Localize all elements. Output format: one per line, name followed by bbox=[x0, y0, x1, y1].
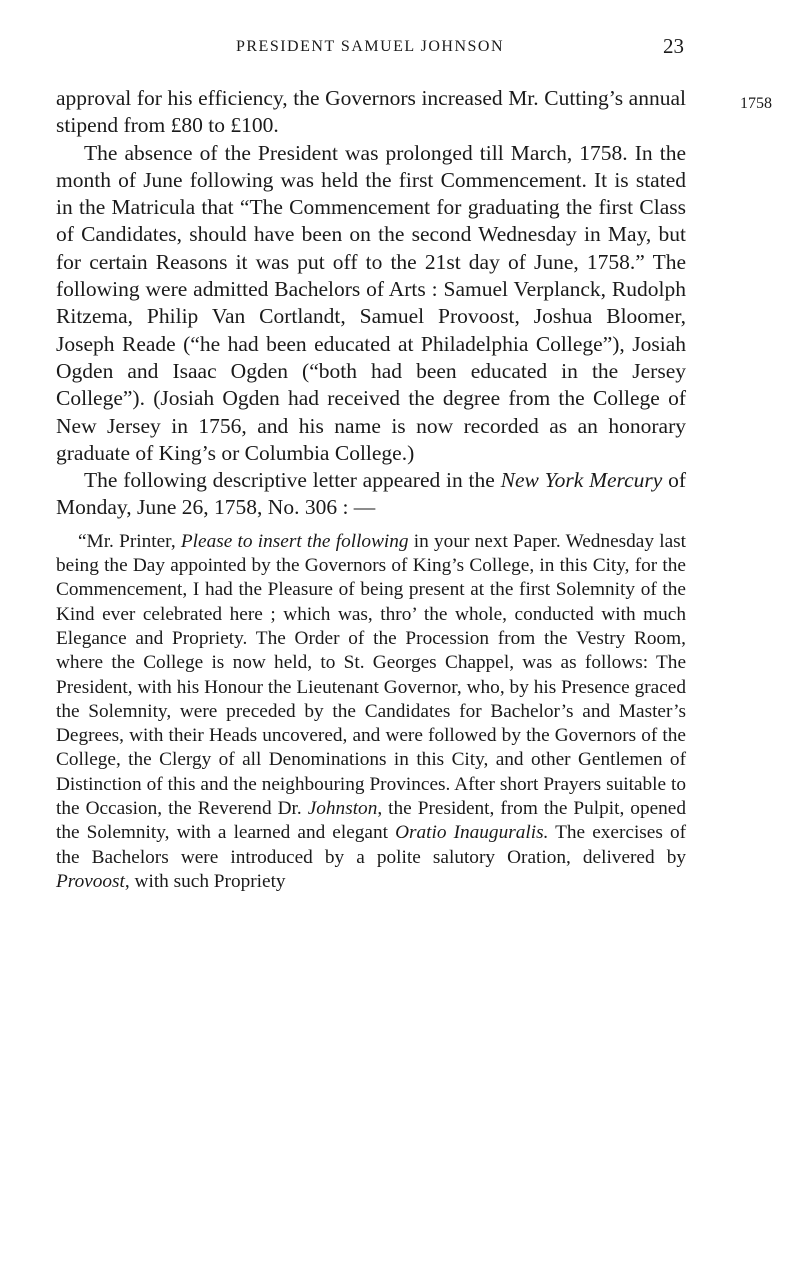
text-run: , with such Propriety bbox=[124, 870, 286, 892]
paragraph-stipend bbox=[56, 85, 686, 140]
italic-text: Oratio Inauguralis. bbox=[395, 822, 549, 844]
paragraph-mercury-intro bbox=[56, 467, 686, 522]
italic-text: Johnston bbox=[307, 798, 378, 820]
margin-year-note: 1758 bbox=[740, 95, 772, 112]
text-run: “Mr. Printer, bbox=[78, 530, 181, 552]
text-run: , the President, from the Pulpit, opened the Solemnity, with a learned and elegant bbox=[56, 798, 686, 844]
italic-text: Please to insert the following bbox=[180, 530, 409, 552]
paragraph-commencement bbox=[56, 140, 686, 468]
italic-text: New York Mercury bbox=[500, 468, 663, 493]
text-run: in your next Paper. Wednesday last being the Day appointed by the Governors of King’s College, in this City, for the Commencement, I had the Pleasure of being present at the first Solemnity of the Kind ever celebrated here ; which was, thro’ the whole, conducted with much Elegance and Propriety. The Order of the Procession from the Vestry Room, where the College is now held, to St. Georges Chappel, was as follows: The President, with his Honour the Lieutenant Governor, who, by his Presence graced the Solemnity, were preceded by the Candidates for Bachelor’s and Master’s Degrees, with their Heads uncovered, and were followed by the Governors of the College, the Clergy of all Denominations in this City, and other Gentlemen of Distinction of this and the neighbouring Provinces. After short Prayers suitable to the Occasion, the Reverend Dr. bbox=[56, 530, 687, 820]
text-run: The following descriptive letter appeared in the bbox=[84, 468, 501, 493]
text-run: of Monday, June 26, 1758, No. 306 : — bbox=[56, 468, 686, 520]
running-title: PRESIDENT SAMUEL JOHNSON bbox=[235, 38, 505, 55]
text-run: The absence of the President was prolonged till March, 1758. In the month of June following was held the first Commencement. It is stated in the Matricula that “The Commencement for graduating the first Class of Candidates, should have been on the second Wednesday in May, but for certain Reasons it was put off to the 21st day of June, 1758.” The following were admitted Bachelors of Arts : Samuel Verplanck, Rudolph Ritzema, Philip Van Cortlandt, Samuel Provoost, Joshua Bloomer, Joseph Reade (“he had been educated at Philadelphia College”), Josiah Ogden and Isaac Ogden (“both had been educated in the Jersey College”). (Josiah Ogden had received the degree from the College of New Jersey in 1756, and his name is now recorded as an honorary graduate of King’s or Columbia College.) bbox=[56, 140, 686, 465]
text-run: approval for his efficiency, the Governors increased Mr. Cutting’s annual stipend from £80 to £100. bbox=[56, 86, 686, 138]
text-run: The exercises of the Bachelors were introduced by a polite salutory Oration, delivered by bbox=[56, 822, 687, 868]
page-number: 23 bbox=[663, 34, 684, 58]
italic-text: Provoost bbox=[56, 870, 125, 892]
page-header bbox=[56, 34, 684, 68]
body-text bbox=[56, 85, 686, 894]
letter-quotation bbox=[56, 530, 686, 894]
